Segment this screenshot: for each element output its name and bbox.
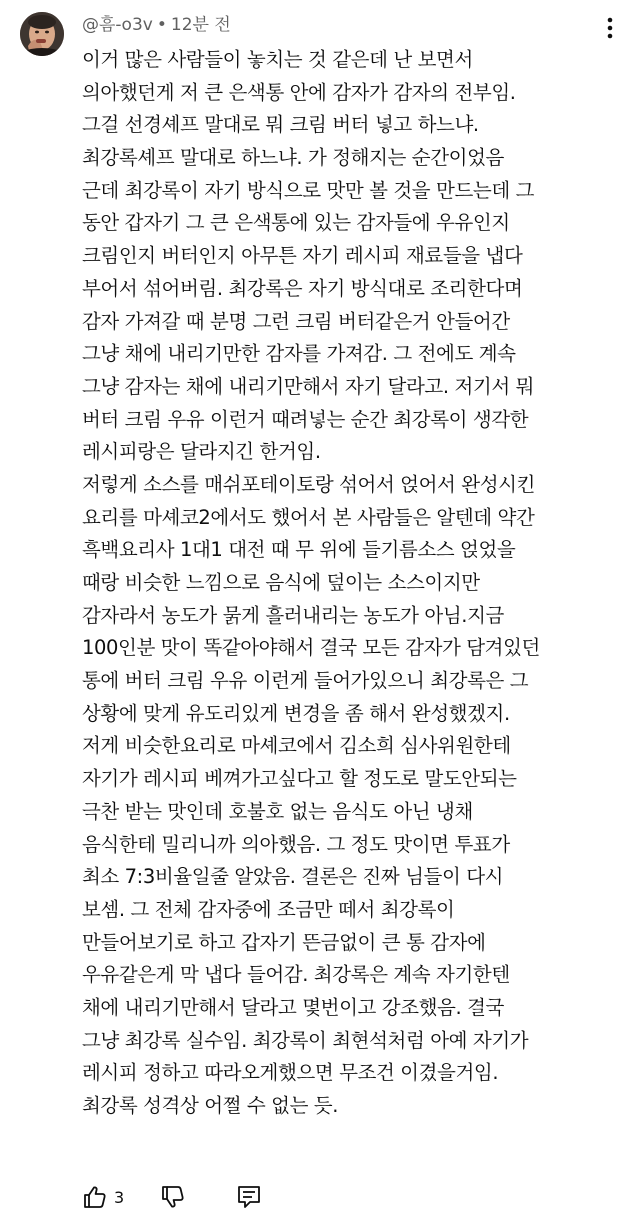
like-button[interactable] <box>82 1184 160 1210</box>
comment-line: 감자 가져갈 때 분명 그런 크림 버터같은거 안들어간 <box>82 309 510 333</box>
like-count: 3 <box>114 1187 125 1207</box>
comment-timestamp: 12분 전 <box>170 15 231 35</box>
comment-line: 때랑 비슷한 느낌으로 음식에 덮이는 소스이지만 <box>82 571 480 594</box>
comment-line: 극찬 받는 맛인데 호불호 없는 음식도 아닌 냉채 <box>82 799 473 823</box>
comment-line: 우유같은게 막 냅다 들어감. 최강록은 계속 자기한텐 <box>82 963 510 987</box>
thumbs-down-icon <box>160 1184 186 1210</box>
comment-line: 저렇게 소스를 매쉬포테이토랑 섞어서 얹어서 완성시킨 <box>82 472 536 496</box>
comment-line: 그걸 선경셰프 말대로 뭐 크림 버터 넣고 하느냐. <box>82 113 479 137</box>
comment-body <box>82 44 622 1123</box>
reply-comment-icon <box>236 1184 262 1210</box>
more-vertical-icon <box>598 14 622 42</box>
comment-line: 최강록 성격상 어쩔 수 없는 듯. <box>82 1094 339 1117</box>
dislike-button[interactable] <box>160 1184 186 1210</box>
comment-line: 상황에 맞게 유도리있게 변경을 좀 해서 완성했겠지. <box>82 701 510 725</box>
comment-meta <box>82 13 231 37</box>
comment-line: 100인분 맛이 똑같아야해서 결국 모든 감자가 담겨있던 <box>82 636 540 660</box>
author-handle[interactable]: @흠-o3v <box>82 15 153 35</box>
comment-line: 최소 7:3비율일줄 알았음. 결론은 진짜 님들이 다시 <box>82 865 504 889</box>
meta-separator: • <box>156 15 167 35</box>
comment-line: 통에 버터 크림 우유 이런게 들어가있으니 최강록은 그 <box>82 669 529 693</box>
avatar-photo-icon <box>20 12 64 56</box>
comment-line: 그냥 채에 내리기만한 감자를 가져감. 그 전에도 계속 <box>82 342 516 366</box>
comment-actions <box>82 1180 262 1214</box>
comment-line: 만들어보기로 하고 갑자기 뜬금없이 큰 통 감자에 <box>82 930 486 954</box>
comment-line: 의아했던게 저 큰 은색통 안에 감자가 감자의 전부임. <box>82 80 516 104</box>
comment-line: 요리를 마셰코2에서도 했어서 본 사람들은 알텐데 약간 <box>82 505 535 529</box>
avatar[interactable] <box>20 12 64 56</box>
comment-line: 동안 갑자기 그 큰 은색통에 있는 감자들에 우유인지 <box>82 211 510 235</box>
comment-line: 감자라서 농도가 묽게 흘러내리는 농도가 아님.지금 <box>82 603 504 627</box>
comment-line: 보셈. 그 전체 감자중에 조금만 떼서 최강록이 <box>82 897 455 921</box>
comment-line: 최강록셰프 말대로 하느냐. 가 정해지는 순간이었음 <box>82 146 504 170</box>
reply-button[interactable] <box>236 1184 262 1210</box>
comment-line: 이거 많은 사람들이 놓치는 것 같은데 난 보면서 <box>82 48 473 71</box>
more-options-button[interactable] <box>598 14 622 42</box>
comment-line: 음식한테 밀리니까 의아했음. 그 정도 맛이면 투표가 <box>82 832 510 856</box>
comment-line: 흑백요리사 1대1 대전 때 무 위에 들기름소스 얹었을 <box>82 538 516 562</box>
comment-line: 채에 내리기만해서 달라고 몇번이고 강조했음. 결국 <box>82 995 504 1019</box>
comment-line: 크림인지 버터인지 아무튼 자기 레시피 재료들을 냅다 <box>82 244 523 268</box>
comment-line: 그냥 최강록 실수임. 최강록이 최현석처럼 아예 자기가 <box>82 1028 529 1052</box>
comment-line: 부어서 섞어버림. 최강록은 자기 방식대로 조리한다며 <box>82 276 523 300</box>
comment-line: 레시피 정하고 따라오게했으면 무조건 이겼을거임. <box>82 1061 499 1085</box>
comment-line: 그냥 감자는 채에 내리기만해서 자기 달라고. 저기서 뭐 <box>82 374 535 398</box>
comment-line: 레시피랑은 달라지긴 한거임. <box>82 440 321 464</box>
comment-line: 근데 최강록이 자기 방식으로 맛만 볼 것을 만드는데 그 <box>82 178 535 202</box>
comment-line: 저게 비슷한요리로 마셰코에서 김소희 심사위원한테 <box>82 734 511 758</box>
comment-line: 버터 크림 우유 이런거 때려넣는 순간 최강록이 생각한 <box>82 407 529 431</box>
thumbs-up-icon <box>82 1184 108 1210</box>
comment-line: 자기가 레시피 베껴가고싶다고 할 정도로 말도안되는 <box>82 767 517 791</box>
